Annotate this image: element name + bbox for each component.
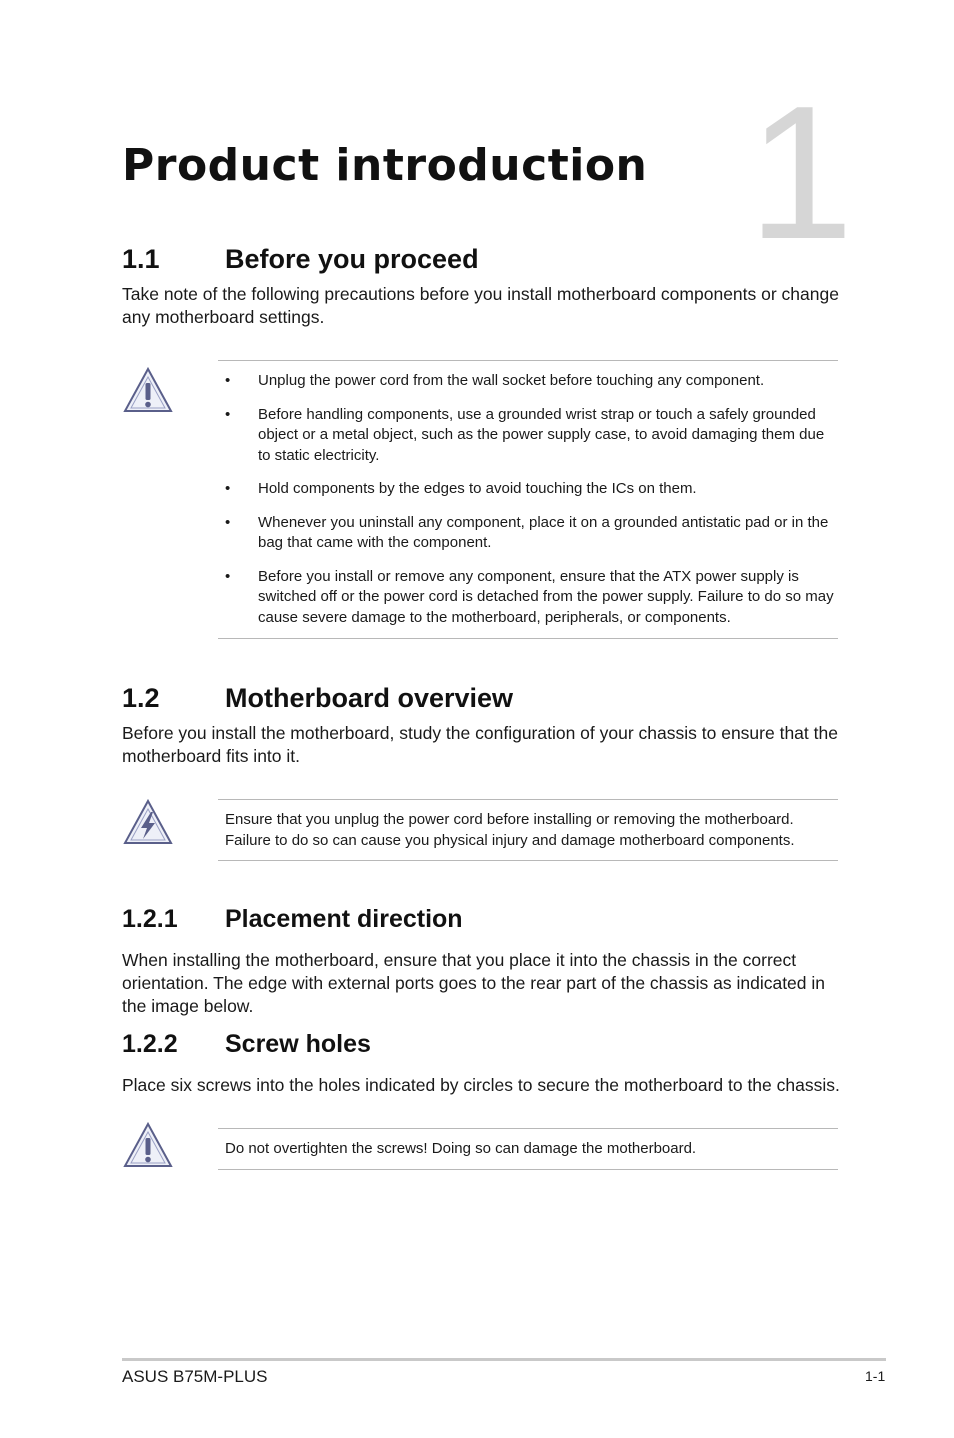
section-number: 1.2.2 — [122, 1030, 178, 1058]
precautions-list — [218, 361, 838, 628]
footer-page-number: 1-1 — [865, 1368, 886, 1384]
screw-caution-note — [218, 1128, 838, 1170]
section-heading-1-2 — [122, 683, 822, 717]
footer-product-name: ASUS B75M-PLUS — [122, 1367, 268, 1386]
caution-icon — [122, 366, 174, 414]
section-number: 1.2 — [122, 683, 160, 713]
section-title: Screw holes — [225, 1030, 371, 1058]
chapter-number: 1 — [748, 67, 854, 279]
section-heading-1-1 — [122, 244, 822, 278]
section-title: Placement direction — [225, 905, 463, 933]
section-intro: Before you install the motherboard, study the configuration of your chassis to ensure that the motherboard fits into it. — [122, 723, 838, 766]
chapter-title: Product introduction — [122, 140, 648, 191]
section-title: Before you proceed — [225, 244, 479, 274]
list-item: • Before handling components, use a grounded wrist strap or touch a safely grounded object or a metal object, such as the power supply case, to avoid damaging them due to static electricity. — [225, 405, 825, 464]
section-number: 1.2.1 — [122, 905, 178, 933]
list-item: • Unplug the power cord from the wall socket before touching any component. — [225, 372, 765, 389]
note-text: Ensure that you unplug the power cord before installing or removing the motherboard. Failure to do so can cause you physical injury and damage motherboard components. — [225, 811, 795, 849]
list-item: • Before you install or remove any component, ensure that the ATX power supply is switched off or the power cord is detached from the power supply. Failure to do so may cause severe damage to the motherboard, peripherals, or components. — [225, 567, 834, 626]
caution-icon — [122, 1121, 174, 1169]
section-number: 1.1 — [122, 244, 160, 274]
section-intro: Take note of the following precautions before you install motherboard components or change any motherboard settings. — [122, 284, 839, 327]
footer-rule — [122, 1358, 886, 1361]
section-title: Motherboard overview — [225, 683, 514, 713]
list-item: • Hold components by the edges to avoid touching the ICs on them. — [225, 480, 697, 497]
list-item: • Whenever you uninstall any component, place it on a grounded antistatic pad or in the bag that came with the component. — [225, 513, 829, 551]
section-heading-1-2-2 — [122, 1030, 822, 1062]
precautions-note — [218, 360, 838, 639]
note-text: Do not overtighten the screws! Doing so can damage the motherboard. — [225, 1140, 697, 1157]
unplug-warning-note — [218, 799, 838, 861]
section-heading-1-2-1 — [122, 905, 822, 937]
electric-warning-icon — [122, 798, 174, 846]
section-text: When installing the motherboard, ensure that you place it into the chassis in the correct orientation. The edge with external ports goes to the rear part of the chassis as indicated in the image below. — [122, 950, 826, 1016]
section-text: Place six screws into the holes indicated by circles to secure the motherboard to the chassis. — [122, 1075, 840, 1095]
